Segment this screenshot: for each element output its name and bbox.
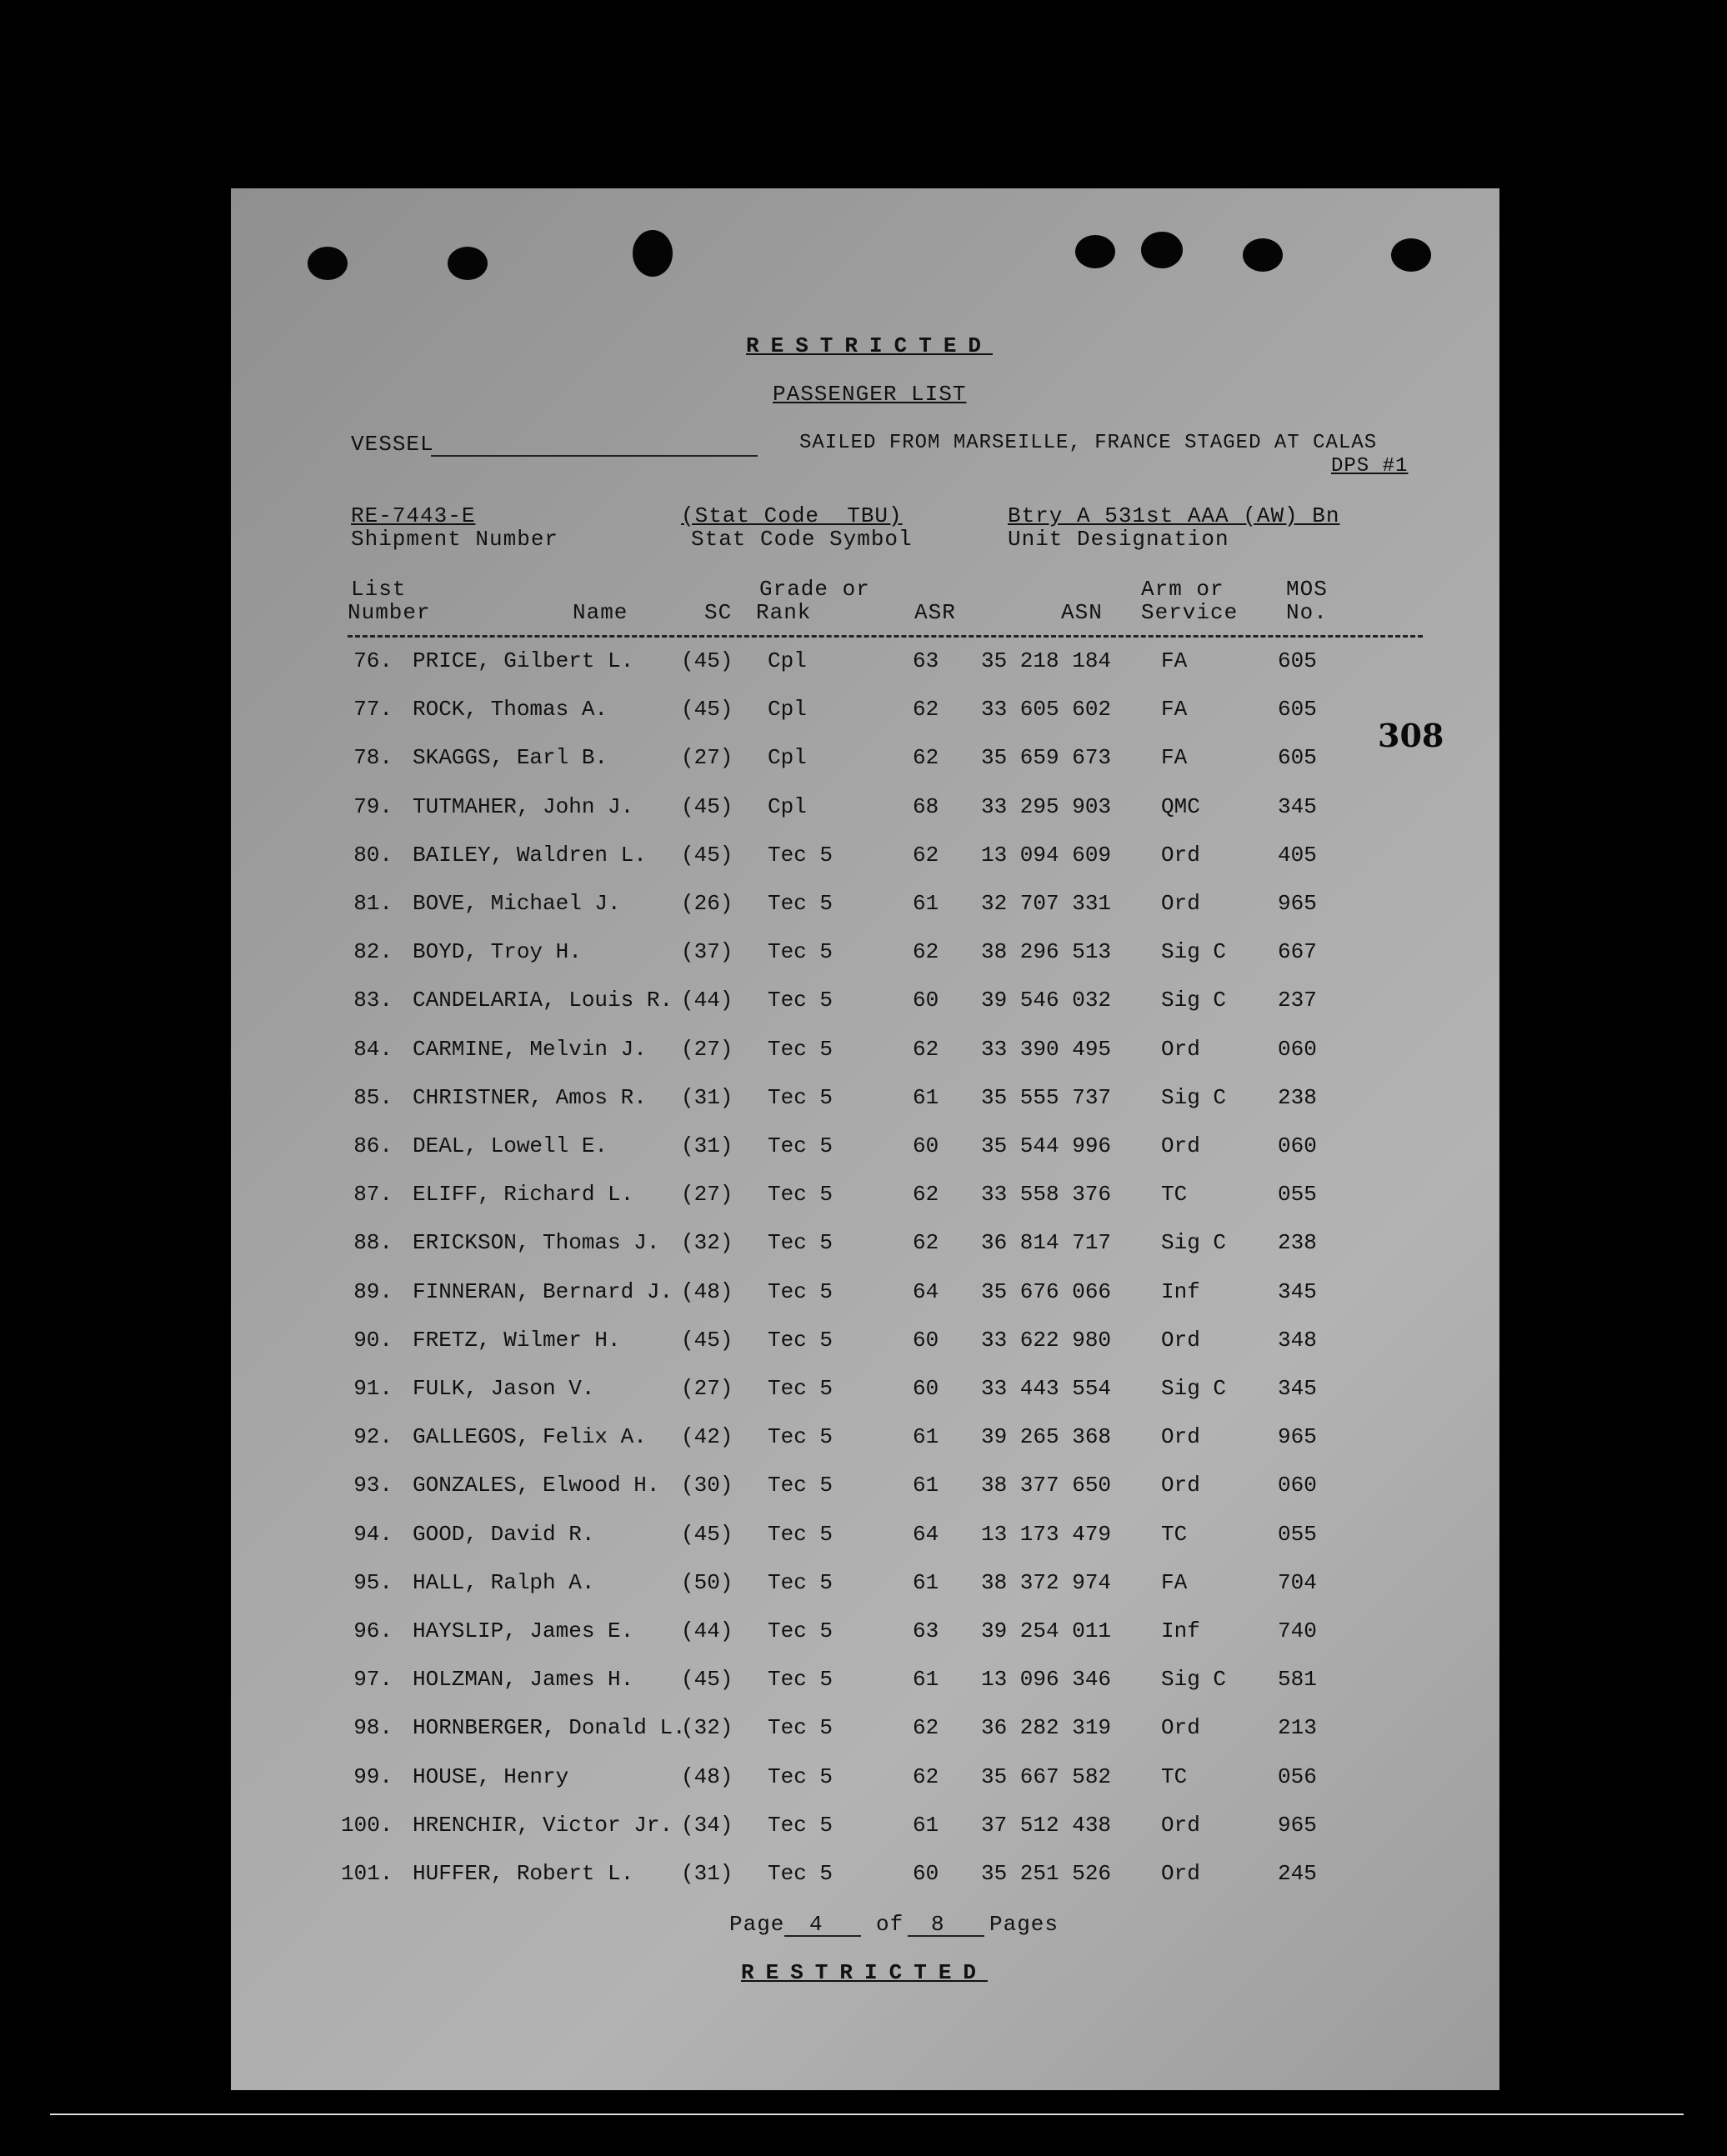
- row-arm: QMC: [1161, 793, 1200, 819]
- row-mos: 060: [1278, 1036, 1317, 1062]
- row-asr: 63: [913, 648, 939, 673]
- row-asr: 61: [913, 1569, 939, 1595]
- row-rank: Tec 5: [768, 1569, 833, 1595]
- row-arm: TC: [1161, 1763, 1188, 1789]
- row-sc: (31): [681, 1861, 733, 1886]
- row-asr: 60: [913, 988, 939, 1013]
- row-list-number: 92.: [353, 1424, 393, 1450]
- row-arm: Sig C: [1161, 1376, 1227, 1401]
- row-asn: 38 296 513: [981, 939, 1112, 965]
- row-asn: 39 265 368: [981, 1424, 1112, 1450]
- row-asr: 62: [913, 1715, 939, 1741]
- row-list-number: 100.: [341, 1812, 393, 1838]
- row-sc: (27): [681, 1036, 733, 1062]
- table-row: [231, 1570, 1499, 1603]
- row-name: ROCK, Thomas A.: [413, 697, 608, 723]
- row-mos: 237: [1278, 988, 1317, 1013]
- vessel-blank-line: [431, 455, 758, 457]
- row-arm: Inf: [1161, 1278, 1200, 1304]
- row-sc: (45): [681, 793, 733, 819]
- row-list-number: 93.: [353, 1473, 393, 1498]
- row-rank: Tec 5: [768, 1715, 833, 1741]
- row-list-number: 80.: [353, 842, 393, 868]
- row-asn: 35 251 526: [981, 1861, 1112, 1886]
- row-asr: 62: [913, 745, 939, 771]
- row-rank: Cpl: [768, 745, 807, 771]
- row-list-number: 77.: [353, 697, 393, 723]
- table-row: [231, 794, 1499, 828]
- punch-hole: [633, 230, 673, 277]
- row-sc: (26): [681, 891, 733, 916]
- row-list-number: 98.: [353, 1715, 393, 1741]
- row-rank: Tec 5: [768, 1424, 833, 1450]
- row-asr: 61: [913, 1473, 939, 1498]
- row-name: DEAL, Lowell E.: [413, 1133, 608, 1158]
- unit-designation-label: Unit Designation: [1008, 527, 1229, 552]
- table-row: [231, 1279, 1499, 1313]
- row-asr: 61: [913, 891, 939, 916]
- row-mos: 213: [1278, 1715, 1317, 1741]
- row-arm: Sig C: [1161, 1084, 1227, 1110]
- row-arm: Sig C: [1161, 988, 1227, 1013]
- row-asr: 61: [913, 1084, 939, 1110]
- table-row: [231, 843, 1499, 876]
- row-arm: FA: [1161, 697, 1188, 723]
- punch-hole: [1243, 238, 1283, 272]
- row-rank: Tec 5: [768, 1133, 833, 1158]
- row-sc: (27): [681, 1376, 733, 1401]
- row-asr: 60: [913, 1327, 939, 1353]
- row-sc: (42): [681, 1424, 733, 1450]
- col-mos-2: No.: [1286, 600, 1328, 625]
- row-name: HALL, Ralph A.: [413, 1569, 595, 1595]
- table-row: [231, 1618, 1499, 1652]
- row-name: BOYD, Troy H.: [413, 939, 582, 965]
- row-name: HRENCHIR, Victor Jr.: [413, 1812, 673, 1838]
- row-mos: 060: [1278, 1473, 1317, 1498]
- row-name: ELIFF, Richard L.: [413, 1182, 634, 1208]
- row-rank: Tec 5: [768, 1182, 833, 1208]
- row-mos: 238: [1278, 1230, 1317, 1256]
- row-sc: (44): [681, 1618, 733, 1643]
- row-mos: 238: [1278, 1084, 1317, 1110]
- row-sc: (50): [681, 1569, 733, 1595]
- row-mos: 345: [1278, 1376, 1317, 1401]
- row-asn: 13 096 346: [981, 1667, 1112, 1693]
- table-row: [231, 1230, 1499, 1263]
- row-list-number: 97.: [353, 1667, 393, 1693]
- row-asr: 62: [913, 1763, 939, 1789]
- table-row: [231, 1182, 1499, 1215]
- table-row: [231, 1715, 1499, 1748]
- shipment-number: RE-7443-E: [351, 503, 476, 528]
- row-list-number: 81.: [353, 891, 393, 916]
- row-name: ERICKSON, Thomas J.: [413, 1230, 660, 1256]
- row-asn: 38 372 974: [981, 1569, 1112, 1595]
- row-asn: 35 676 066: [981, 1278, 1112, 1304]
- row-rank: Cpl: [768, 793, 807, 819]
- unit-designation: Btry A 531st AAA (AW) Bn: [1008, 503, 1340, 528]
- row-asn: 13 094 609: [981, 842, 1112, 868]
- row-rank: Tec 5: [768, 1327, 833, 1353]
- row-asn: 36 282 319: [981, 1715, 1112, 1741]
- page-label: Page: [729, 1912, 785, 1937]
- punch-hole: [1391, 238, 1431, 272]
- row-sc: (30): [681, 1473, 733, 1498]
- row-list-number: 99.: [353, 1763, 393, 1789]
- col-sc: SC: [704, 600, 733, 625]
- film-edge-line: [50, 2113, 1684, 2115]
- row-arm: TC: [1161, 1521, 1188, 1547]
- row-asn: 35 555 737: [981, 1084, 1112, 1110]
- table-row: [231, 1522, 1499, 1555]
- row-mos: 965: [1278, 891, 1317, 916]
- row-asr: 60: [913, 1376, 939, 1401]
- row-asr: 62: [913, 1230, 939, 1256]
- row-name: SKAGGS, Earl B.: [413, 745, 608, 771]
- row-rank: Tec 5: [768, 988, 833, 1013]
- row-list-number: 84.: [353, 1036, 393, 1062]
- punch-hole: [448, 247, 488, 280]
- row-list-number: 83.: [353, 988, 393, 1013]
- row-mos: 605: [1278, 745, 1317, 771]
- row-rank: Tec 5: [768, 891, 833, 916]
- row-name: FULK, Jason V.: [413, 1376, 595, 1401]
- row-arm: Ord: [1161, 1036, 1200, 1062]
- table-row: [231, 1424, 1499, 1458]
- page-total-line: [908, 1935, 984, 1937]
- row-arm: Sig C: [1161, 939, 1227, 965]
- row-asn: 36 814 717: [981, 1230, 1112, 1256]
- row-list-number: 90.: [353, 1327, 393, 1353]
- row-asr: 61: [913, 1812, 939, 1838]
- row-sc: (31): [681, 1133, 733, 1158]
- row-rank: Tec 5: [768, 1230, 833, 1256]
- row-sc: (37): [681, 939, 733, 965]
- row-asn: 35 659 673: [981, 745, 1112, 771]
- row-rank: Tec 5: [768, 1618, 833, 1643]
- row-sc: (45): [681, 697, 733, 723]
- row-asr: 62: [913, 1182, 939, 1208]
- row-asr: 62: [913, 697, 939, 723]
- row-mos: 965: [1278, 1424, 1317, 1450]
- row-mos: 055: [1278, 1521, 1317, 1547]
- restricted-heading-top: RESTRICTED: [746, 333, 994, 358]
- row-arm: Ord: [1161, 1812, 1200, 1838]
- table-row: [231, 1861, 1499, 1894]
- row-mos: 245: [1278, 1861, 1317, 1886]
- page-current-line: [784, 1935, 861, 1937]
- col-grade: Grade or: [759, 577, 870, 602]
- col-list-number-2: Number: [348, 600, 431, 625]
- row-arm: Ord: [1161, 1327, 1200, 1353]
- col-arm-2: Service: [1141, 600, 1239, 625]
- row-mos: 965: [1278, 1812, 1317, 1838]
- col-arm: Arm or: [1141, 577, 1224, 602]
- row-list-number: 88.: [353, 1230, 393, 1256]
- row-rank: Tec 5: [768, 1812, 833, 1838]
- col-mos: MOS: [1286, 577, 1328, 602]
- stat-code: (Stat Code TBU): [681, 503, 903, 528]
- row-name: CANDELARIA, Louis R.: [413, 988, 673, 1013]
- page-stamp-number: 308: [1378, 717, 1444, 754]
- row-rank: Cpl: [768, 697, 807, 723]
- row-asn: 39 546 032: [981, 988, 1112, 1013]
- row-sc: (34): [681, 1812, 733, 1838]
- table-row: [231, 1133, 1499, 1167]
- row-name: TUTMAHER, John J.: [413, 793, 634, 819]
- table-row: [231, 1037, 1499, 1070]
- row-name: HOLZMAN, James H.: [413, 1667, 634, 1693]
- row-rank: Tec 5: [768, 1084, 833, 1110]
- row-mos: 348: [1278, 1327, 1317, 1353]
- row-mos: 667: [1278, 939, 1317, 965]
- row-arm: Sig C: [1161, 1667, 1227, 1693]
- row-arm: Ord: [1161, 1861, 1200, 1886]
- vessel-label: VESSEL: [351, 432, 434, 457]
- row-asr: 60: [913, 1133, 939, 1158]
- row-list-number: 85.: [353, 1084, 393, 1110]
- row-mos: 056: [1278, 1763, 1317, 1789]
- row-asn: 33 605 602: [981, 697, 1112, 723]
- row-list-number: 101.: [341, 1861, 393, 1886]
- row-arm: Ord: [1161, 1424, 1200, 1450]
- row-rank: Tec 5: [768, 1036, 833, 1062]
- row-list-number: 94.: [353, 1521, 393, 1547]
- row-name: CHRISTNER, Amos R.: [413, 1084, 647, 1110]
- row-rank: Tec 5: [768, 1861, 833, 1886]
- row-asr: 68: [913, 793, 939, 819]
- row-list-number: 89.: [353, 1278, 393, 1304]
- row-sc: (48): [681, 1763, 733, 1789]
- row-mos: 704: [1278, 1569, 1317, 1595]
- table-row: [231, 1764, 1499, 1798]
- row-name: BOVE, Michael J.: [413, 891, 621, 916]
- dps-text: DPS #1: [1331, 455, 1409, 478]
- col-asr: ASR: [914, 600, 956, 625]
- row-arm: Inf: [1161, 1618, 1200, 1643]
- shipment-number-label: Shipment Number: [351, 527, 559, 552]
- row-sc: (32): [681, 1715, 733, 1741]
- row-name: GOOD, David R.: [413, 1521, 595, 1547]
- table-row: [231, 939, 1499, 973]
- row-list-number: 95.: [353, 1569, 393, 1595]
- row-name: CARMINE, Melvin J.: [413, 1036, 647, 1062]
- document-title: PASSENGER LIST: [773, 382, 967, 407]
- row-asr: 61: [913, 1424, 939, 1450]
- row-name: FINNERAN, Bernard J.: [413, 1278, 673, 1304]
- row-asn: 33 390 495: [981, 1036, 1112, 1062]
- table-row: [231, 648, 1499, 682]
- col-list-number: List: [351, 577, 407, 602]
- table-row: [231, 1813, 1499, 1846]
- row-sc: (45): [681, 1667, 733, 1693]
- row-list-number: 76.: [353, 648, 393, 673]
- row-name: GONZALES, Elwood H.: [413, 1473, 660, 1498]
- row-mos: 060: [1278, 1133, 1317, 1158]
- row-mos: 605: [1278, 697, 1317, 723]
- table-row: [231, 1473, 1499, 1506]
- row-rank: Tec 5: [768, 939, 833, 965]
- row-rank: Tec 5: [768, 1278, 833, 1304]
- row-asn: 35 544 996: [981, 1133, 1112, 1158]
- row-name: BAILEY, Waldren L.: [413, 842, 647, 868]
- table-row: [231, 1328, 1499, 1361]
- row-name: GALLEGOS, Felix A.: [413, 1424, 647, 1450]
- row-sc: (45): [681, 648, 733, 673]
- col-grade-2: Rank: [756, 600, 812, 625]
- table-row: [231, 1667, 1499, 1700]
- row-sc: (44): [681, 988, 733, 1013]
- row-arm: Sig C: [1161, 1230, 1227, 1256]
- row-list-number: 96.: [353, 1618, 393, 1643]
- row-sc: (27): [681, 745, 733, 771]
- table-row: [231, 697, 1499, 730]
- table-row: [231, 988, 1499, 1021]
- header-separator: [348, 635, 1423, 638]
- row-list-number: 91.: [353, 1376, 393, 1401]
- row-rank: Tec 5: [768, 1473, 833, 1498]
- row-rank: Tec 5: [768, 1763, 833, 1789]
- row-list-number: 86.: [353, 1133, 393, 1158]
- row-asr: 61: [913, 1667, 939, 1693]
- row-mos: 345: [1278, 793, 1317, 819]
- row-mos: 345: [1278, 1278, 1317, 1304]
- row-arm: Ord: [1161, 891, 1200, 916]
- row-mos: 581: [1278, 1667, 1317, 1693]
- row-mos: 055: [1278, 1182, 1317, 1208]
- row-arm: FA: [1161, 1569, 1188, 1595]
- row-asr: 62: [913, 842, 939, 868]
- row-list-number: 78.: [353, 745, 393, 771]
- row-name: HORNBERGER, Donald L.: [413, 1715, 686, 1741]
- row-sc: (27): [681, 1182, 733, 1208]
- sailed-from-text: SAILED FROM MARSEILLE, FRANCE STAGED AT CALAS: [799, 432, 1378, 454]
- row-sc: (48): [681, 1278, 733, 1304]
- row-arm: FA: [1161, 745, 1188, 771]
- table-row: [231, 891, 1499, 924]
- row-asn: 35 218 184: [981, 648, 1112, 673]
- row-sc: (45): [681, 1327, 733, 1353]
- row-asn: 38 377 650: [981, 1473, 1112, 1498]
- row-arm: TC: [1161, 1182, 1188, 1208]
- row-asr: 62: [913, 939, 939, 965]
- table-row: [231, 745, 1499, 778]
- row-sc: (31): [681, 1084, 733, 1110]
- col-name: Name: [573, 600, 628, 625]
- row-asn: 33 443 554: [981, 1376, 1112, 1401]
- row-asn: 37 512 438: [981, 1812, 1112, 1838]
- page-total: 8: [931, 1912, 945, 1937]
- document-sheet: [231, 188, 1499, 2090]
- row-sc: (45): [681, 1521, 733, 1547]
- punch-hole: [1075, 235, 1115, 268]
- row-arm: FA: [1161, 648, 1188, 673]
- row-asr: 63: [913, 1618, 939, 1643]
- row-asn: 33 558 376: [981, 1182, 1112, 1208]
- row-name: HUFFER, Robert L.: [413, 1861, 634, 1886]
- row-arm: Ord: [1161, 1715, 1200, 1741]
- of-label: of: [876, 1912, 904, 1937]
- row-asr: 60: [913, 1861, 939, 1886]
- row-rank: Tec 5: [768, 1376, 833, 1401]
- col-asn: ASN: [1061, 600, 1103, 625]
- row-asn: 35 667 582: [981, 1763, 1112, 1789]
- pages-label: Pages: [989, 1912, 1059, 1937]
- row-asn: 33 622 980: [981, 1327, 1112, 1353]
- row-arm: Ord: [1161, 842, 1200, 868]
- row-sc: (32): [681, 1230, 733, 1256]
- row-name: HOUSE, Henry: [413, 1763, 569, 1789]
- row-asr: 64: [913, 1278, 939, 1304]
- row-name: FRETZ, Wilmer H.: [413, 1327, 621, 1353]
- row-list-number: 87.: [353, 1182, 393, 1208]
- row-arm: Ord: [1161, 1133, 1200, 1158]
- row-sc: (45): [681, 842, 733, 868]
- row-name: PRICE, Gilbert L.: [413, 648, 634, 673]
- row-name: HAYSLIP, James E.: [413, 1618, 634, 1643]
- row-asn: 33 295 903: [981, 793, 1112, 819]
- row-asr: 62: [913, 1036, 939, 1062]
- punch-hole: [1141, 232, 1183, 268]
- row-asn: 13 173 479: [981, 1521, 1112, 1547]
- row-rank: Tec 5: [768, 842, 833, 868]
- row-rank: Tec 5: [768, 1667, 833, 1693]
- row-asn: 32 707 331: [981, 891, 1112, 916]
- row-mos: 605: [1278, 648, 1317, 673]
- row-arm: Ord: [1161, 1473, 1200, 1498]
- stat-code-label: Stat Code Symbol: [691, 527, 913, 552]
- row-list-number: 79.: [353, 793, 393, 819]
- row-asr: 64: [913, 1521, 939, 1547]
- table-row: [231, 1085, 1499, 1118]
- page-current: 4: [809, 1912, 823, 1937]
- row-mos: 405: [1278, 842, 1317, 868]
- row-mos: 740: [1278, 1618, 1317, 1643]
- row-list-number: 82.: [353, 939, 393, 965]
- row-rank: Cpl: [768, 648, 807, 673]
- row-rank: Tec 5: [768, 1521, 833, 1547]
- restricted-heading-bottom: RESTRICTED: [741, 1960, 989, 1985]
- punch-hole: [308, 247, 348, 280]
- table-row: [231, 1376, 1499, 1409]
- row-asn: 39 254 011: [981, 1618, 1112, 1643]
